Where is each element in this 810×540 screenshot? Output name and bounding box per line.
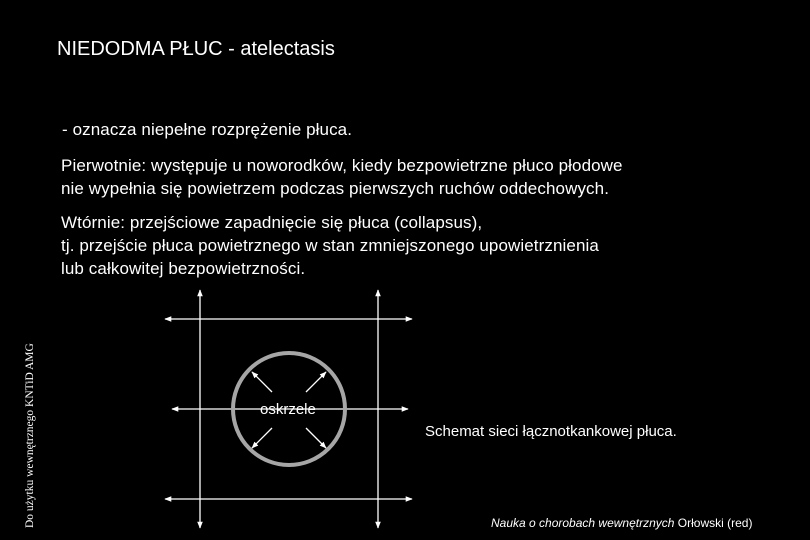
pull-arrow-top-left [252,372,272,392]
definition-text: - oznacza niepełne rozprężenie płuca. [62,120,353,139]
diagram-caption: Schemat sieci łącznotkankowej płuca. [425,423,677,440]
secondary-line-3: lub całkowitej bezpowietrzności. [61,259,306,278]
footer-citation [491,516,752,530]
primary-line-1: Pierwotnie: występuje u noworodków, kiedy bezpowietrzne płuco płodowe [61,156,623,175]
footer-author: Orłowski (red) [677,516,753,530]
side-note: Do użytku wewnętrznego KNTiD AMG [24,343,36,528]
pull-arrow-top-right [306,372,326,392]
bronchus-label: oskrzele [260,401,316,418]
slide-title: NIEDODMA PŁUC - atelectasis [57,38,335,60]
footer-book: Nauka o chorobach wewnętrznych [491,516,675,530]
secondary-line-1: Wtórnie: przejściowe zapadnięcie się płuca (collapsus), [61,213,483,232]
secondary-line-2: tj. przejście płuca powietrznego w stan zmniejszonego upowietrznienia [61,236,599,255]
pull-arrow-bottom-left [252,428,272,448]
pull-arrow-bottom-right [306,428,326,448]
primary-line-2: nie wypełnia się powietrzem podczas pierwszych ruchów oddechowych. [61,179,610,198]
